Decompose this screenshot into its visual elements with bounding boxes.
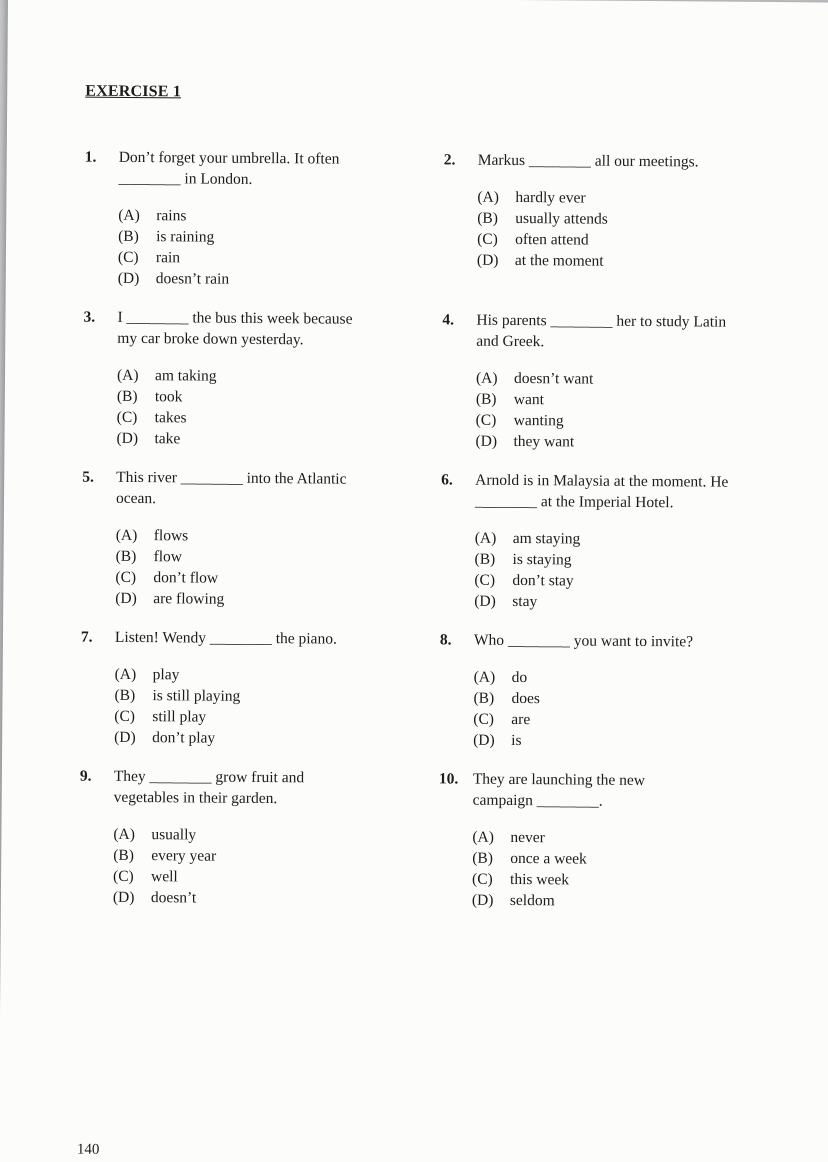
option-c (472, 869, 781, 892)
option-label: (D) (114, 728, 136, 747)
option-text: rain (155, 249, 181, 267)
option-d (115, 588, 424, 611)
option-d (472, 890, 781, 913)
option-label: (A) (114, 665, 137, 684)
option-text: am staying (512, 529, 581, 548)
option-text: they want (513, 432, 575, 451)
option-a (477, 187, 786, 210)
option-c (473, 709, 782, 732)
option-a (117, 365, 426, 388)
option-d (113, 887, 422, 910)
option-a (475, 528, 784, 551)
question-number: 8. (439, 631, 452, 649)
option-list (118, 205, 428, 291)
exercise-heading: EXERCISE 1 (85, 82, 182, 101)
option-label: (B) (474, 550, 496, 568)
option-text: never (510, 828, 545, 847)
option-text: don’t stay (512, 571, 574, 590)
question-text: They ________ grow fruit and vegetables in their garden. (113, 767, 305, 808)
option-c (118, 247, 427, 270)
question-9 (79, 766, 423, 911)
option-a (118, 205, 427, 228)
option-text: hardly ever (515, 188, 586, 207)
question-number: 4. (442, 311, 455, 329)
option-label: (C) (116, 408, 138, 427)
option-list (113, 824, 423, 910)
question-7 (80, 627, 424, 751)
option-label: (A) (475, 369, 498, 387)
question-2 (443, 149, 787, 294)
question-text: His parents ________ her to study Latin and Greek. (476, 311, 727, 351)
question-1 (84, 147, 428, 292)
option-d (114, 727, 423, 750)
option-d (473, 730, 782, 753)
option-c (113, 866, 422, 889)
option-label: (D) (474, 592, 496, 610)
question-number: 5. (82, 468, 94, 486)
option-label: (C) (117, 248, 139, 267)
question-number: 10. (438, 770, 459, 788)
option-label: (B) (473, 689, 495, 707)
option-d (477, 250, 786, 273)
option-label: (D) (473, 731, 495, 749)
option-text: took (154, 388, 183, 406)
option-text: seldom (509, 891, 555, 910)
question-5 (81, 467, 425, 612)
option-label: (A) (477, 188, 500, 206)
option-text: doesn’t (150, 889, 197, 907)
option-text: is (511, 731, 522, 750)
option-label: (C) (473, 710, 495, 728)
option-text: doesn’t want (513, 369, 594, 388)
option-d (474, 591, 783, 614)
option-d (116, 428, 425, 451)
option-c (117, 407, 426, 430)
option-text: flows (153, 527, 189, 545)
option-c (114, 706, 423, 729)
questions-grid (79, 147, 787, 913)
option-label: (D) (476, 251, 499, 269)
option-text: are (511, 710, 531, 729)
option-a (113, 824, 422, 847)
option-label: (B) (116, 387, 138, 406)
option-b (473, 688, 782, 711)
option-a (116, 525, 425, 548)
question-number: 2. (443, 151, 456, 169)
option-list (474, 528, 784, 614)
option-b (475, 549, 784, 572)
option-label: (C) (472, 870, 493, 888)
option-list (115, 525, 425, 611)
question-text: Listen! Wendy ________ the piano. (114, 628, 337, 648)
option-text: usually attends (515, 209, 608, 228)
option-label: (B) (477, 209, 499, 227)
option-label: (B) (472, 849, 493, 867)
option-label: (D) (475, 432, 498, 450)
question-number: 3. (83, 308, 96, 326)
option-label: (C) (114, 707, 136, 726)
option-label: (A) (118, 206, 140, 225)
question-6 (440, 469, 784, 614)
option-b (118, 226, 427, 249)
question-text: Markus ________ all our meetings. (477, 151, 699, 171)
option-a (476, 368, 785, 391)
option-text: rains (156, 207, 187, 225)
option-label: (C) (475, 411, 497, 429)
option-label: (A) (116, 366, 139, 385)
option-d (118, 268, 427, 291)
option-text: want (513, 390, 545, 409)
option-list (473, 667, 783, 753)
option-label: (B) (118, 227, 139, 246)
page-number: 140 (76, 1141, 100, 1158)
option-label: (B) (114, 686, 136, 705)
question-text: Don’t forget your umbrella. It often ________ in London. (118, 148, 340, 188)
option-label: (A) (472, 828, 495, 846)
option-list (475, 368, 785, 454)
option-text: does (511, 689, 540, 708)
option-text: don’t play (152, 729, 216, 747)
option-b (117, 386, 426, 409)
option-label: (A) (113, 825, 136, 844)
option-c (476, 410, 785, 433)
option-b (113, 845, 422, 868)
question-8 (439, 629, 783, 753)
option-label: (D) (471, 891, 494, 909)
option-label: (C) (474, 571, 496, 589)
option-list (472, 827, 782, 913)
option-text: wanting (513, 411, 564, 430)
option-text: at the moment (514, 251, 604, 270)
question-number: 1. (84, 148, 97, 166)
option-a (115, 664, 424, 687)
option-label: (A) (115, 526, 138, 545)
question-3 (82, 307, 426, 452)
option-text: this week (510, 870, 570, 889)
question-number: 6. (441, 471, 453, 489)
option-text: is still playing (152, 687, 241, 705)
question-text: Who ________ you want to invite? (473, 631, 694, 651)
option-label: (B) (113, 846, 134, 865)
question-text: They are launching the new campaign ________. (472, 770, 646, 810)
question-4 (441, 309, 785, 454)
option-text: takes (154, 409, 187, 427)
option-label: (B) (475, 390, 497, 408)
option-c (115, 567, 424, 590)
option-text: once a week (510, 849, 587, 868)
option-text: don’t flow (153, 569, 219, 587)
option-text: well (151, 868, 178, 886)
option-a (472, 827, 781, 850)
option-b (116, 546, 425, 569)
option-d (475, 431, 784, 454)
option-label: (D) (117, 269, 140, 288)
option-c (474, 570, 783, 593)
option-text: do (511, 668, 528, 687)
option-list (477, 187, 787, 273)
option-text: is staying (512, 550, 572, 569)
option-label: (B) (115, 547, 137, 566)
question-10 (438, 768, 782, 913)
option-b (476, 389, 785, 412)
option-label: (D) (112, 888, 135, 907)
option-text: flow (153, 548, 183, 566)
option-text: often attend (515, 230, 589, 249)
option-label: (C) (113, 867, 134, 886)
option-text: play (152, 666, 180, 684)
option-b (114, 685, 423, 708)
option-label: (C) (477, 230, 498, 248)
option-b (472, 848, 781, 871)
option-a (474, 667, 783, 690)
option-text: stay (512, 592, 538, 611)
option-text: usually (151, 826, 197, 844)
question-text: I ________ the bus this week because my car broke down yesterday. (117, 308, 353, 349)
option-list (114, 664, 424, 750)
question-number: 9. (79, 767, 92, 785)
option-b (477, 208, 786, 231)
option-label: (A) (474, 529, 497, 547)
option-label: (A) (473, 668, 496, 686)
option-list (116, 365, 426, 451)
option-text: every year (151, 847, 217, 865)
question-text: Arnold is in Malaysia at the moment. He ________ at the Imperial Hotel. (474, 471, 729, 512)
option-label: (C) (115, 568, 137, 587)
option-text: take (154, 430, 181, 448)
option-label: (D) (115, 589, 137, 608)
option-text: are flowing (153, 590, 225, 608)
option-label: (D) (116, 429, 139, 448)
option-text: doesn’t rain (155, 270, 230, 288)
question-text: This river ________ into the Atlantic ocean. (115, 468, 347, 508)
option-text: is raining (156, 228, 215, 246)
option-text: am taking (154, 367, 217, 385)
option-text: still play (152, 708, 207, 726)
option-c (477, 229, 786, 252)
question-number: 7. (80, 628, 93, 646)
